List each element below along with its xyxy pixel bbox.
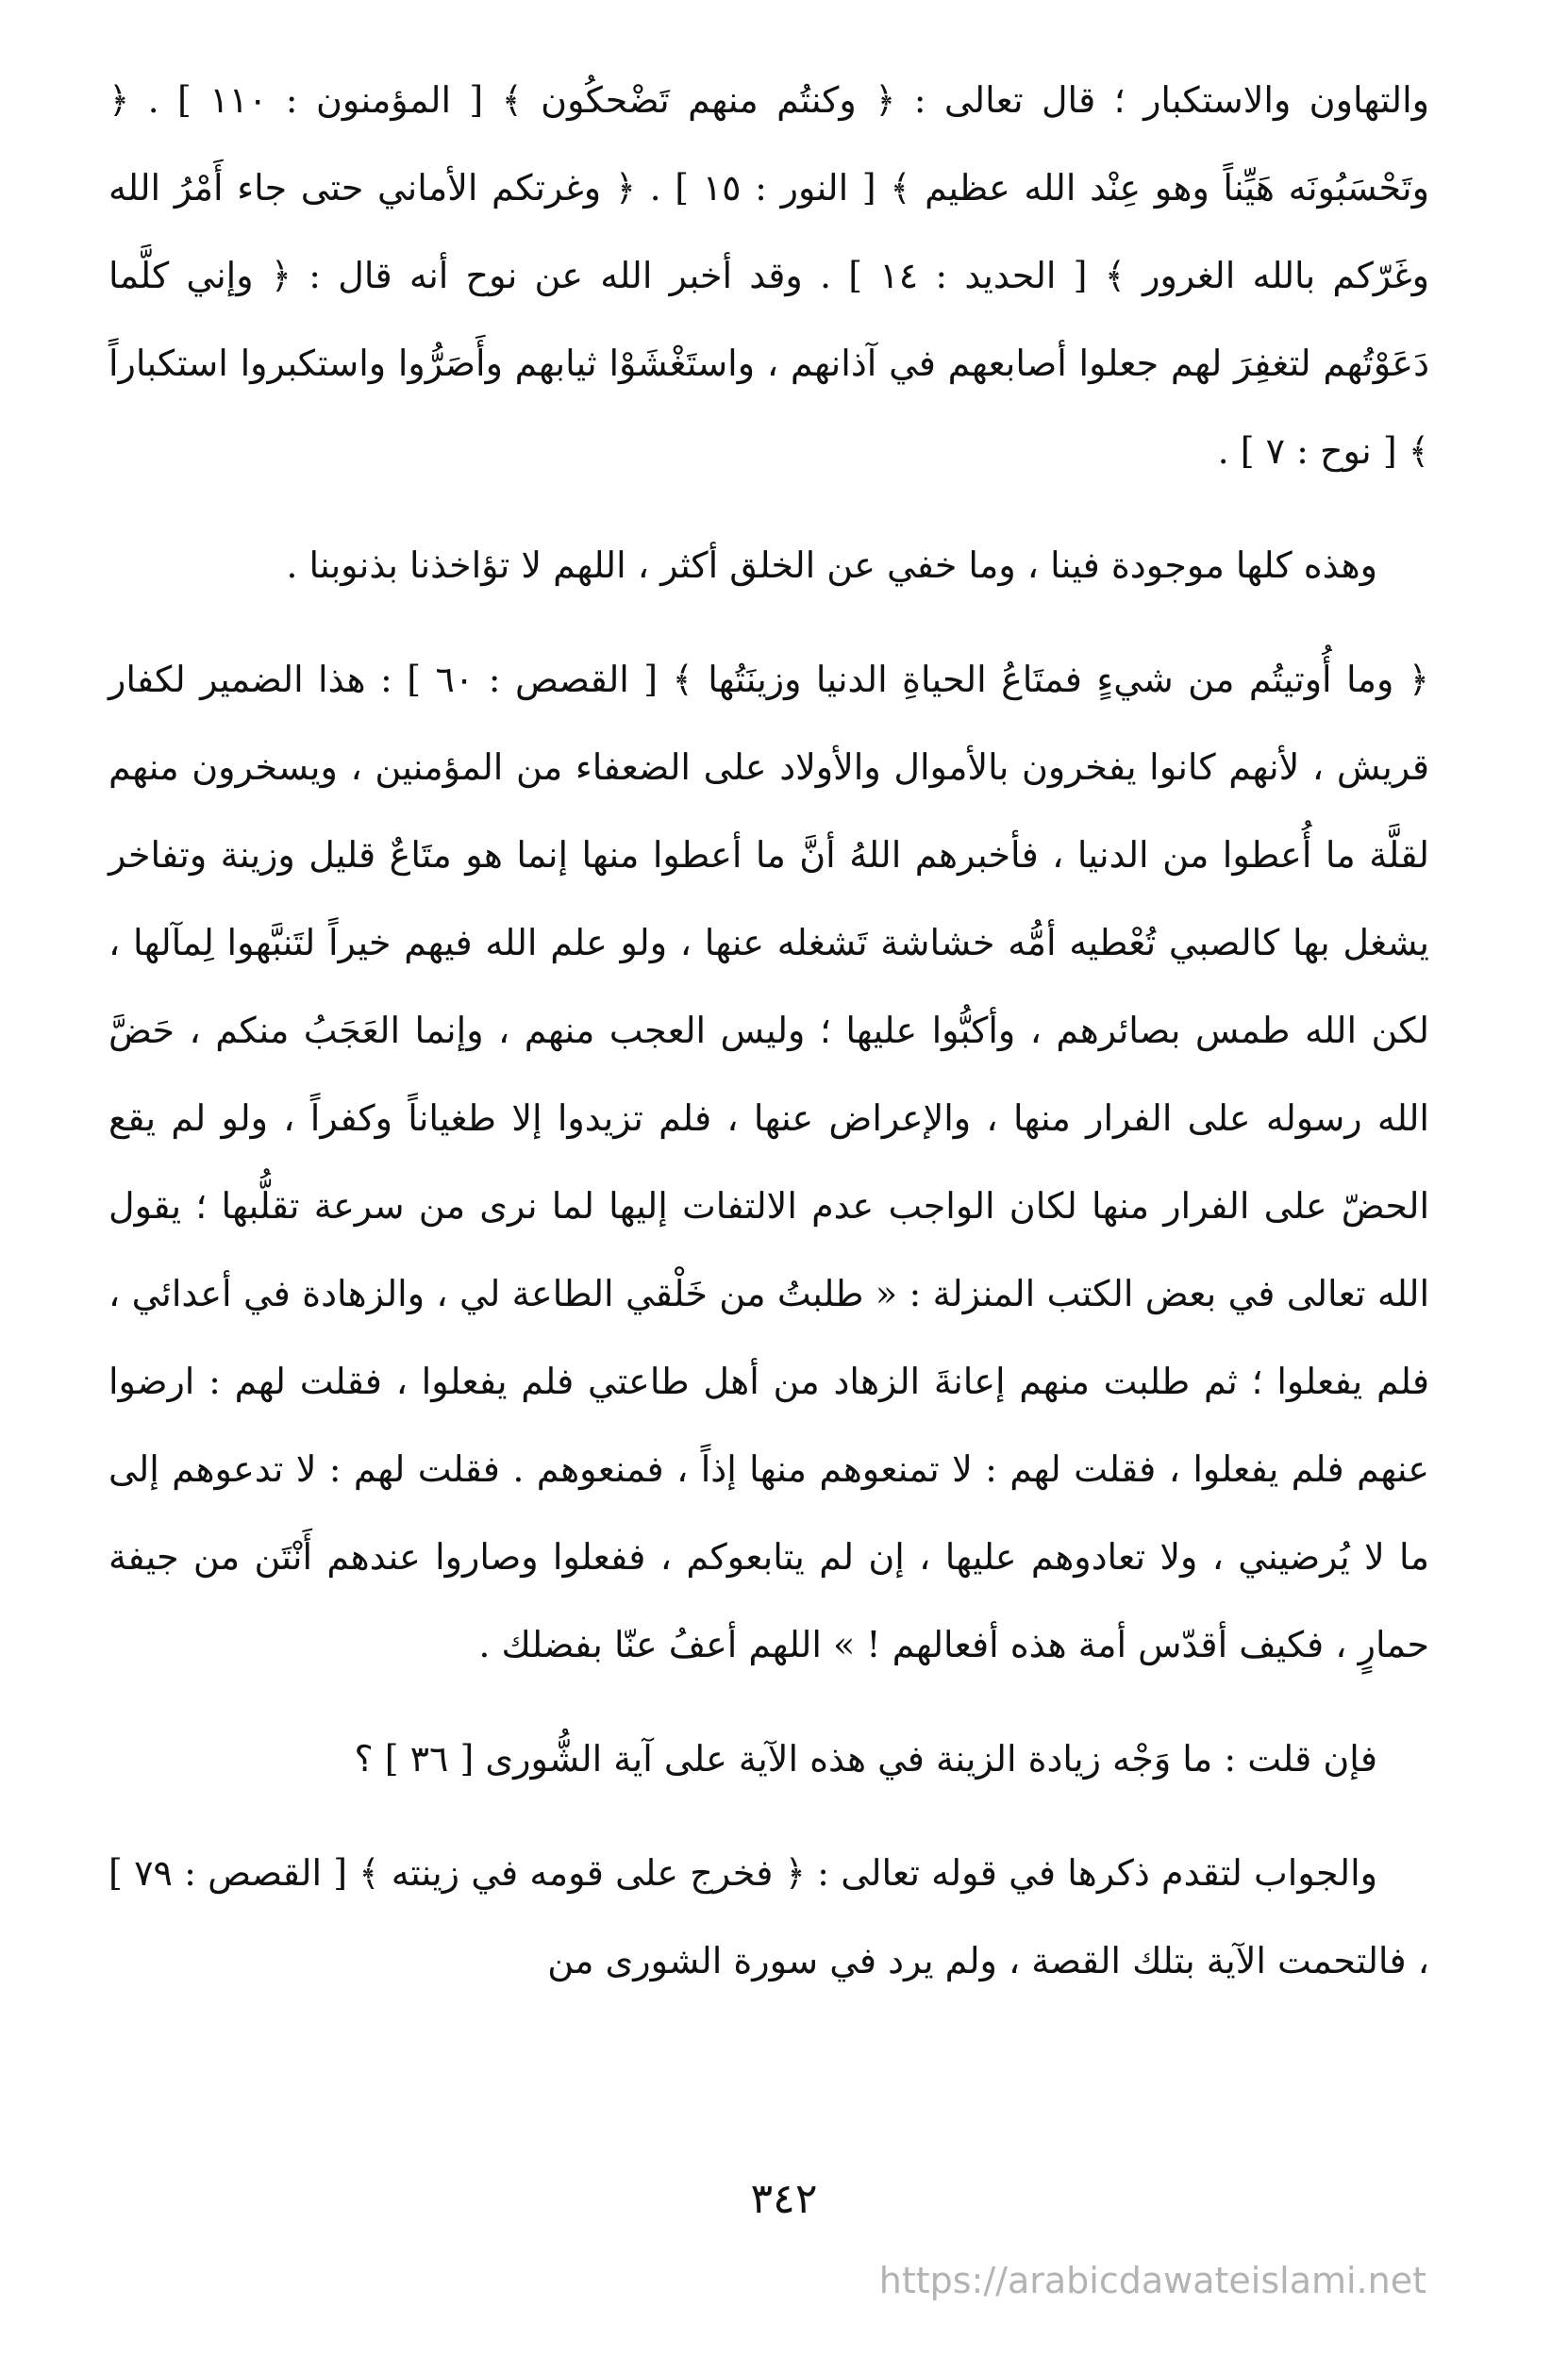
paragraph-quranic-verses: والتهاون والاستكبار ؛ قال تعالى : ﴿ وكنتُم منهم تَضْحكُون ﴾ [ المؤمنون : ١١٠ ] . ﴿ وتَحْسَبُونَه هَيِّناً وهو عِنْد الله عظيم ﴾ [ النور : ١٥ ] . ﴿ وغرتكم الأماني حتى جاء أَمْرُ الله وغَرّكم بالله الغرور ﴾ [ الحديد : ١٤ ] . وقد أخبر الله عن نوح أنه قال : ﴿ وإني كلَّما دَعَوْتُهم لتغفِرَ لهم جعلوا أصابعهم في آذانهم ، واستَغْشَوْا ثيابهم وأَصَرُّوا واستكبروا استكباراً ﴾ [ نوح : ٧ ] . — [108, 79, 1429, 472]
page-body — [108, 57, 1429, 2005]
paragraph-qasas-commentary: ﴿ وما أُوتيتُم من شيءٍ فمتَاعُ الحياةِ الدنيا وزينَتُها ﴾ [ القصص : ٦٠ ] : هذا الضمير لكفار قريش ، لأنهم كانوا يفخرون بالأموال والأولاد على الضعفاء من المؤمنين ، ويسخرون منهم لقلَّة ما أُعطوا من الدنيا ، فأخبرهم اللهُ أنَّ ما أعطوا منها إنما هو متَاعٌ قليل وزينة وتفاخر يشغل بها كالصبي تُعْطيه أمُّه خشاشة تَشغله عنها ، ولو علم الله فيهم خيراً لتَنبَّهوا لِمآلها ، لكن الله طمس بصائرهم ، وأكبُّوا عليها ؛ وليس العجب منهم ، وإنما العَجَبُ منكم ، حَضَّ الله رسوله على الفرار منها ، والإعراض عنها ، فلم تزيدوا إلا طغياناً وكفراً ، ولو لم يقع الحضّ على الفرار منها لكان الواجب عدم الالتفات إليها لما نرى من سرعة تقلُّبها ؛ يقول الله تعالى في بعض الكتب المنزلة : « طلبتُ من خَلْقي الطاعة لي ، والزهادة في أعدائي ، فلم يفعلوا ؛ ثم طلبت منهم إعانةَ الزهاد من أهل طاعتي فلم يفعلوا ، فقلت لهم : ارضوا عنهم فلم يفعلوا ، فقلت لهم : لا تمنعوهم منها إذاً ، فمنعوهم . فقلت لهم : لا تدعوهم إلى ما لا يُرضيني ، ولا تعادوهم عليها ، إن لم يتابعوكم ، ففعلوا وصاروا عندهم أَنْتَن من جيفة حمارٍ ، فكيف أقدّس أمة هذه أفعالهم ! » اللهم أعفُ عنّا بفضلك . — [108, 659, 1429, 1665]
paragraph-question: فإن قلت : ما وَجْه زيادة الزينة في هذه الآية على آية الشُّورى [ ٣٦ ] ؟ — [354, 1738, 1377, 1780]
paragraph-supplication: وهذه كلها موجودة فينا ، وما خفي عن الخلق أكثر ، اللهم لا تؤاخذنا بذنوبنا . — [286, 544, 1377, 586]
page-number: ٣٤٢ — [750, 2175, 818, 2223]
watermark-url: https://arabicdawateislami.net — [878, 2260, 1426, 2301]
paragraph-answer: والجواب لتقدم ذكرها في قوله تعالى : ﴿ فخرج على قومه في زينته ﴾ [ القصص : ٧٩ ] ، فالتحمت الآية بتلك القصة ، ولم يرد في سورة الشورى من — [108, 1852, 1429, 1981]
